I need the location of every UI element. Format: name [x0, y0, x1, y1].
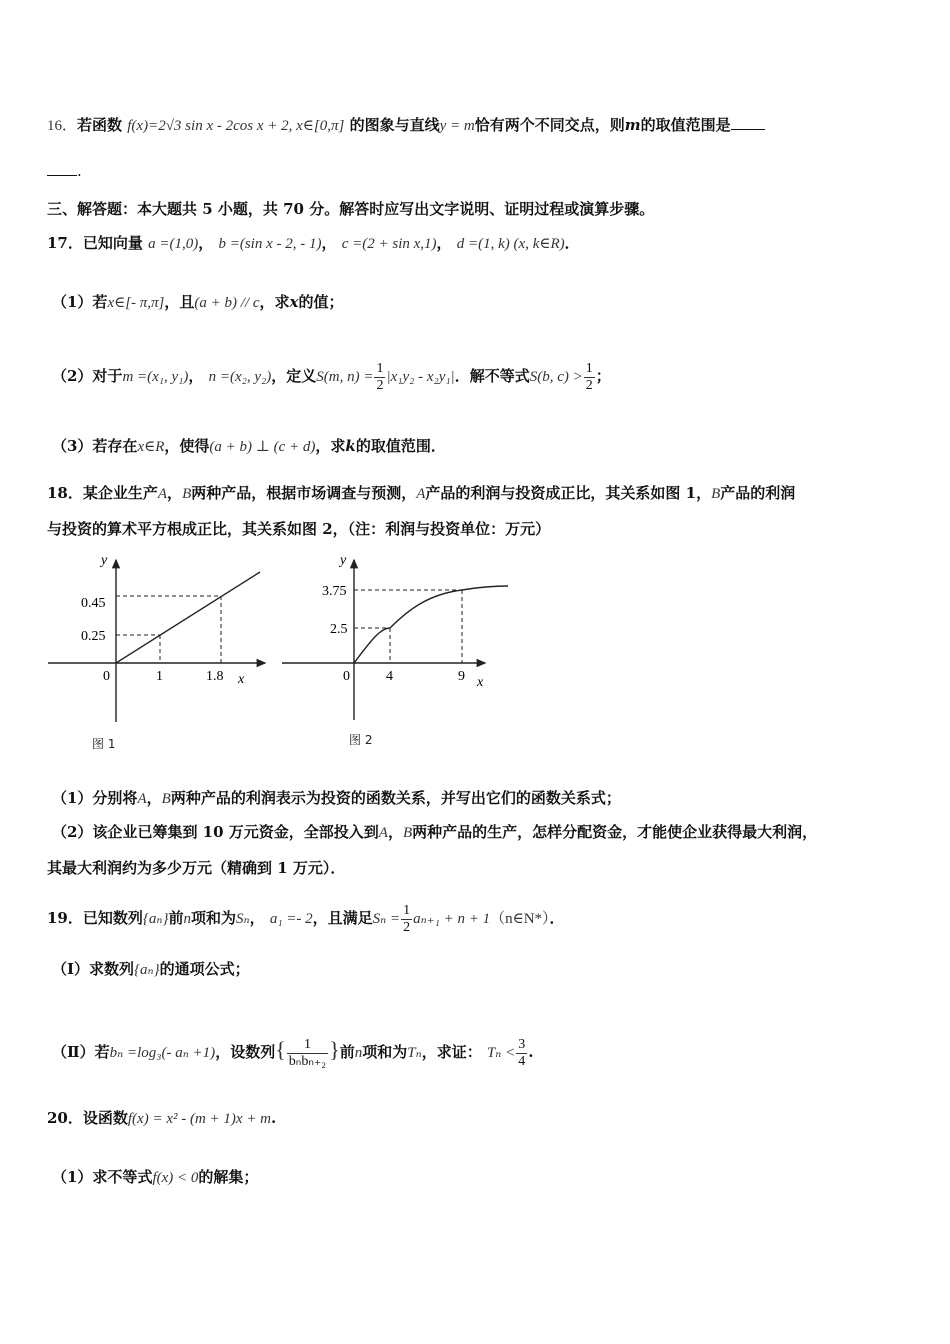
figure-2-caption: 图 2: [349, 733, 373, 747]
q17-part3: （3）若存在x∈R，使得(a + b) ⊥ (c + d)，求k的取值范围．: [52, 437, 446, 455]
q19-part1: （Ⅰ）求数列{aₙ}的通项公式；: [52, 960, 250, 978]
origin-label: 0: [343, 669, 350, 684]
figure-1-graph: [40, 550, 280, 725]
q18-line1: 18．某企业生产A，B两种产品，根据市场调查与预测，A产品的利润与投资成正比，其关系如图 1，B产品的利润: [47, 484, 796, 502]
figure-2-graph: [280, 550, 515, 725]
y-tick: 2.5: [330, 622, 348, 637]
x-tick: 1.8: [206, 669, 224, 684]
q16-blank-continuation: .: [47, 160, 82, 182]
q17-stem: 17．已知向量 a =(1,0)， b =(sin x - 2, - 1)， c =(2 + sin x,1)， d =(1, k) (x, k∈R)．: [47, 234, 580, 252]
q19-stem: 19．已知数列{aₙ}前n项和为Sₙ， a₁ =- 2，且满足Sₙ = $\frac{1}{2}$ aₙ₊₁ + n + 1（n∈N*）．: [47, 902, 565, 935]
q18-part2: （2）该企业已筹集到 10 万元资金，全部投入到A，B两种产品的生产，怎样分配资金，才能使企业获得最大利润，: [52, 823, 818, 841]
q19-part2: （Ⅱ）若bₙ =log₃(- aₙ +1)，设数列{ $\frac{1}{\text{bₙbₙ₊₂}}$ }前n项和为Tₙ，求证： Tₙ < $\frac{3}{4}$ .: [52, 1036, 534, 1069]
x-tick: 1: [156, 669, 163, 684]
answer-blank: [731, 115, 765, 130]
q18-part1: （1）分别将A，B两种产品的利润表示为投资的函数关系，并写出它们的函数关系式；: [52, 789, 621, 807]
y-tick: 0.25: [81, 629, 106, 644]
q17-part2: （2）对于m =(x₁, y₁)， n =(x₂, y₂)，定义S(m, n) = $\frac{1}{2}$ |x₁y₂ - x₂y₁|．解不等式S(b, c) > $\frac{1}{2}$ ；: [52, 360, 611, 393]
q18-line2: 与投资的算术平方根成正比，其关系如图 2，（注：利润与投资单位：万元）: [47, 520, 551, 538]
line-A: [116, 572, 260, 663]
y-tick: 3.75: [322, 584, 347, 599]
figure-1-caption: 图 1: [92, 737, 116, 751]
y-label: y: [340, 553, 347, 568]
y-tick: 0.45: [81, 596, 106, 611]
q18-part2-cont: 其最大利润约为多少万元（精确到 1 万元）．: [47, 859, 346, 877]
q16-function: f(x)=2√3 sin x - 2cos x + 2, x∈[0,π]: [127, 118, 345, 134]
q20-stem: 20．设函数f(x) = x² - (m + 1)x + m.: [47, 1109, 277, 1127]
reciprocal-fraction: $\frac{1}{\text{bₙbₙ₊₂}}$: [288, 1036, 327, 1069]
q17-part1: （1）若x∈[- π,π]，且(a + b) // c，求x的值；: [52, 293, 344, 311]
section-heading: 三、解答题：本大题共 5 小题，共 70 分。解答时应写出文字说明、证明过程或演算步骤。: [47, 200, 655, 218]
x-label: x: [238, 672, 245, 687]
x-label: x: [477, 675, 484, 690]
x-tick: 4: [386, 669, 393, 684]
x-tick: 9: [458, 669, 465, 684]
origin-label: 0: [103, 669, 110, 684]
q16-line: 16．若函数 f(x)=2√3 sin x - 2cos x + 2, x∈[0,π] 的图象与直线y = m恰有两个不同交点，则m的取值范围是: [47, 114, 765, 137]
half-fraction: $\frac{1}{2}$: [376, 360, 384, 393]
curve-B: [354, 586, 508, 663]
y-label: y: [101, 553, 108, 568]
q20-part1: （1）求不等式f(x) < 0的解集；: [52, 1168, 259, 1186]
